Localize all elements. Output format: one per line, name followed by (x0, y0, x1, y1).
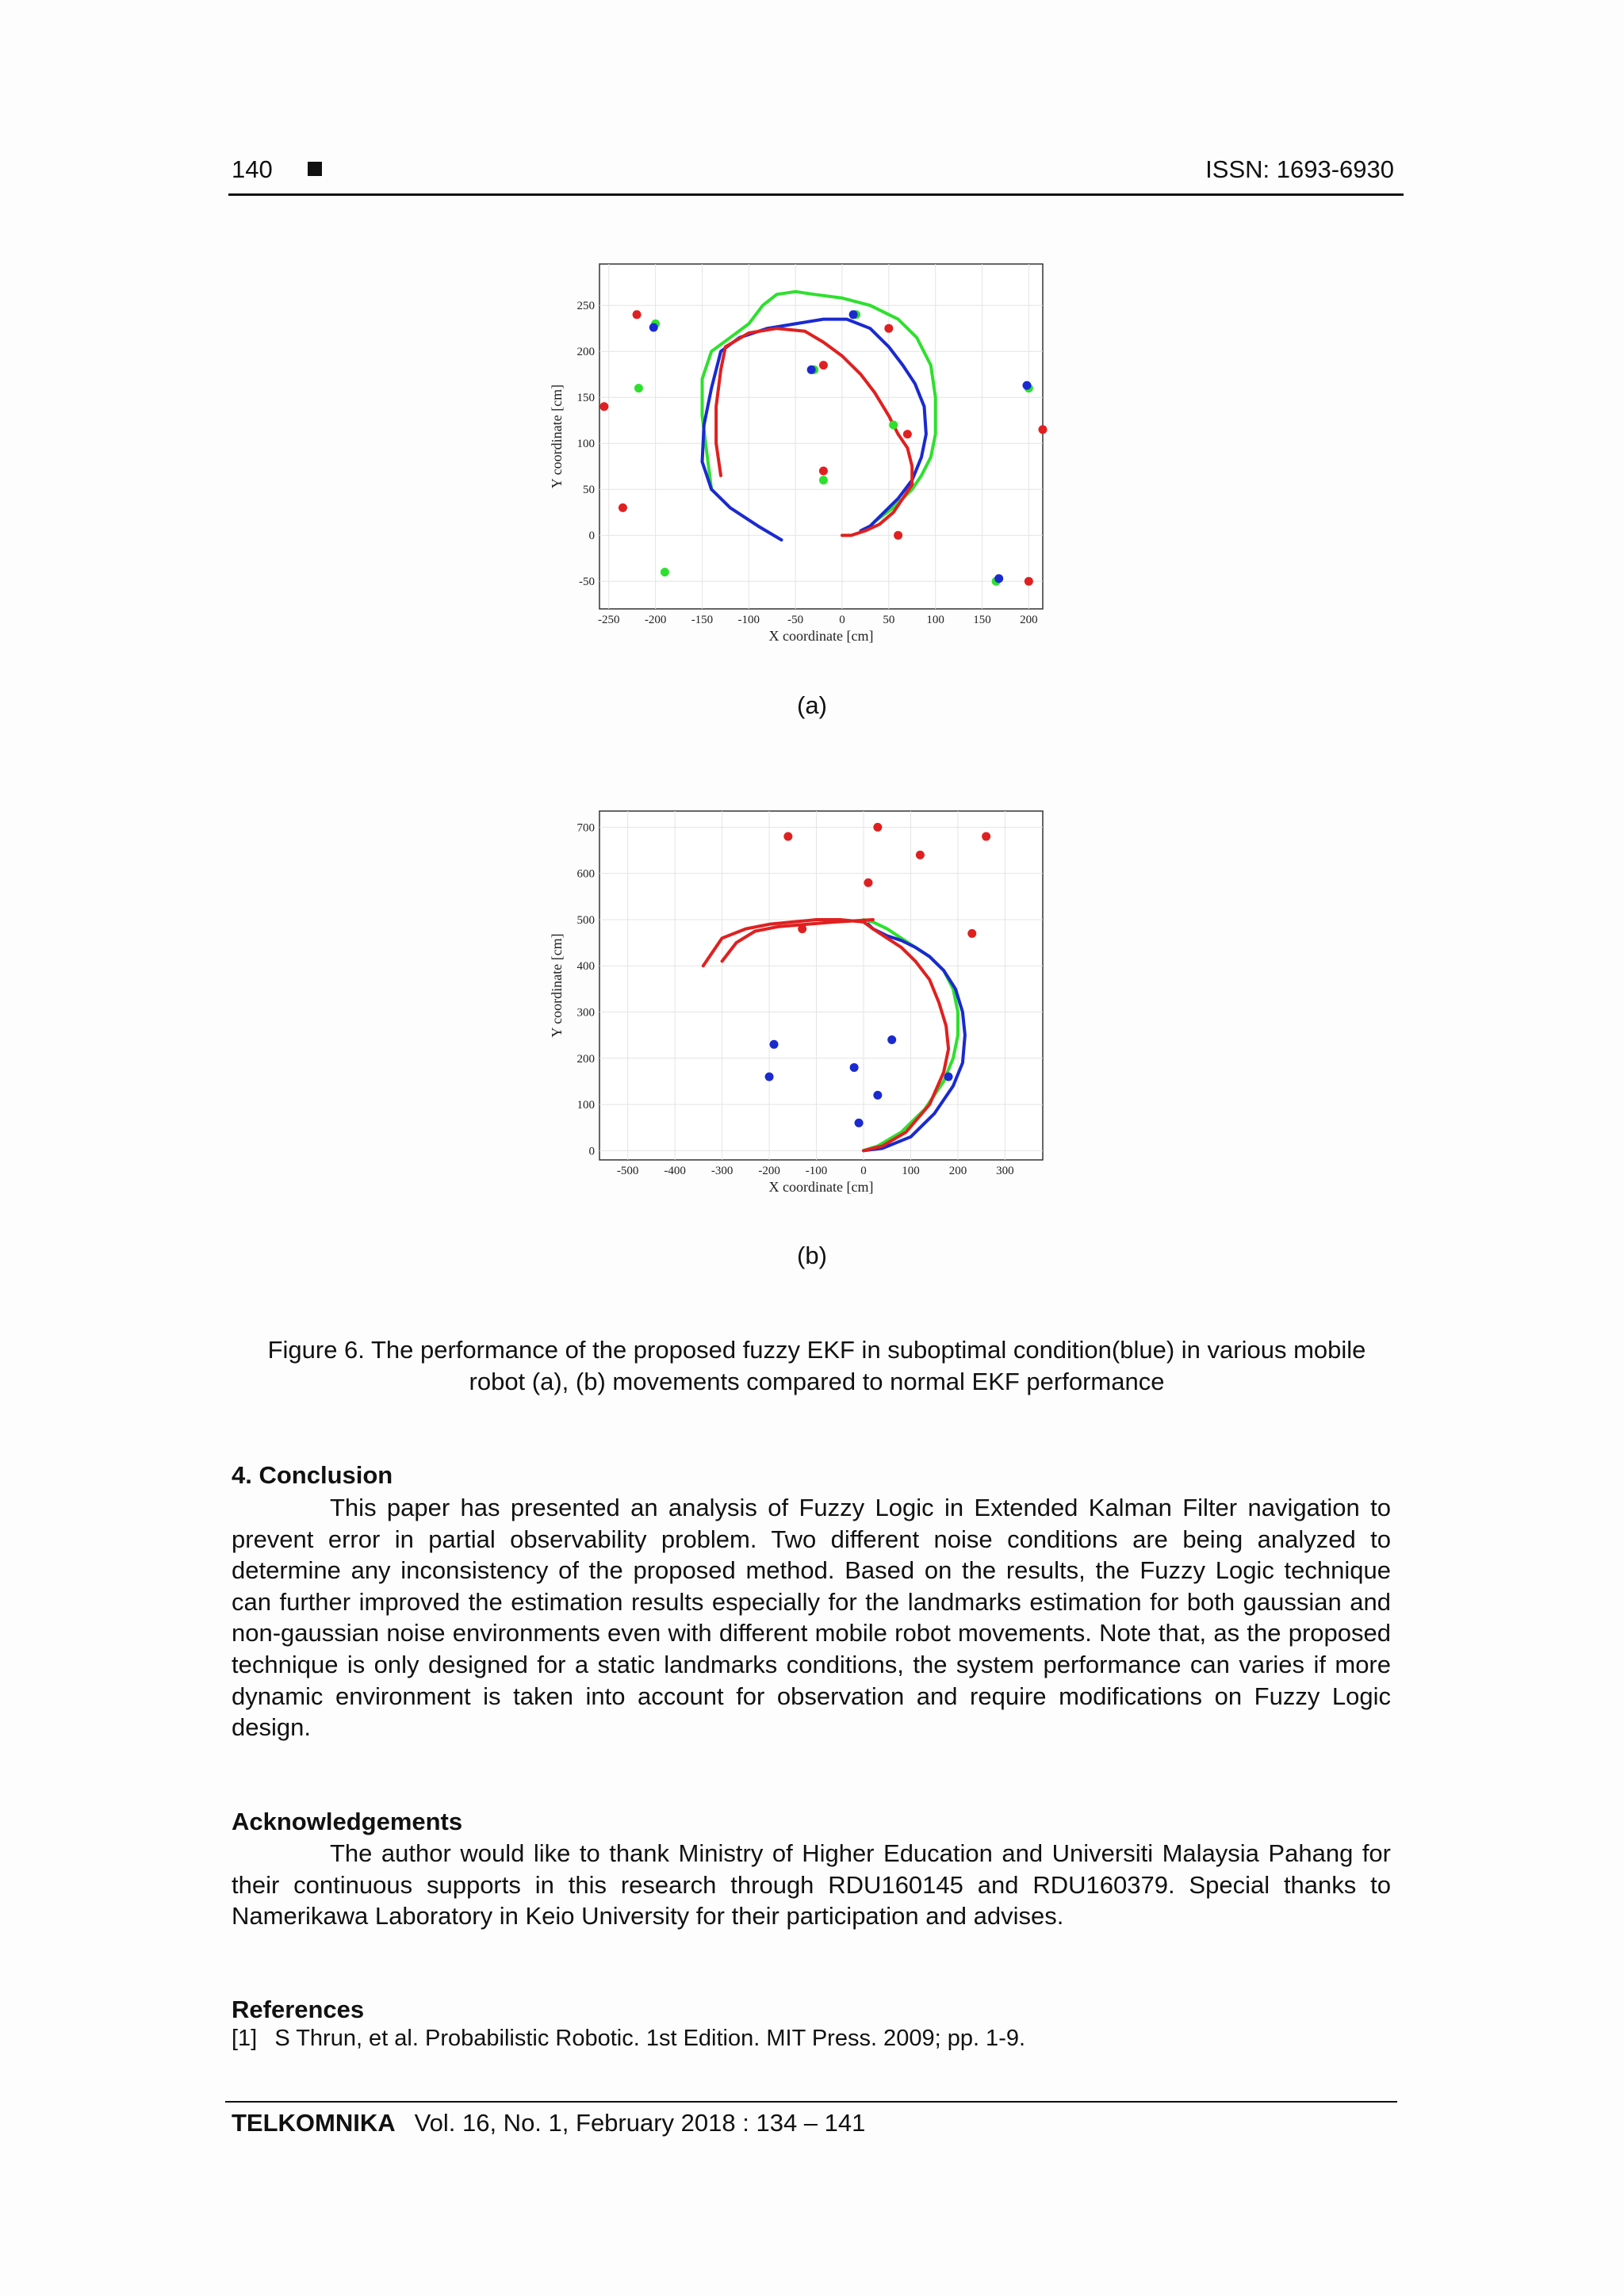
x-tick-label: 150 (973, 614, 991, 626)
landmark-point (1022, 381, 1031, 390)
x-tick-label: -50 (787, 614, 804, 626)
x-tick-label: 200 (948, 1165, 967, 1177)
y-tick-label: 400 (576, 960, 595, 974)
x-tick-label: -200 (644, 614, 667, 626)
y-tick-label: 250 (576, 300, 595, 313)
references-heading: References (232, 1996, 365, 2023)
figure-caption: Figure 6. The performance of the proposed fuzzy EKF in suboptimal condition(blue) in various mobile robot (a), (b) movements compared to normal EKF performance (267, 1336, 1366, 1395)
landmark-point (944, 1073, 953, 1081)
landmark-point (884, 324, 893, 333)
landmark-point (967, 929, 976, 938)
x-tick-label: 100 (926, 614, 944, 626)
x-tick-label: 200 (1020, 614, 1038, 626)
landmark-point (819, 467, 828, 476)
plot-area (599, 264, 1043, 609)
landmark-point (798, 924, 806, 933)
x-tick-label: -100 (805, 1165, 828, 1177)
header-rule (228, 193, 1404, 196)
y-tick-label: 50 (583, 484, 595, 497)
landmark-point (982, 832, 990, 841)
landmark-point (819, 361, 828, 369)
y-tick-label: 500 (576, 913, 595, 927)
y-tick-label: 600 (576, 867, 595, 881)
reference-number: [1] (232, 2026, 258, 2051)
chart-b (547, 805, 1055, 1205)
landmark-point (819, 476, 828, 484)
x-tick-label: 0 (839, 614, 845, 626)
figure-a-sublabel: (a) (797, 691, 827, 719)
landmark-point (770, 1040, 779, 1049)
x-tick-label: -500 (616, 1165, 639, 1177)
conclusion-text: This paper has presented an analysis of Fuzzy Logic in Extended Kalman Filter navigation to prevent error in partial observability problem. Two different noise conditions are being analyzed to determine any inconsistency of the proposed method. Based on the results, the Fuzzy Logic technique can further improved the estimation results especially for the landmarks estimation for both gaussian and non-gaussian noise environments even with different mobile robot movements. Note that, as the proposed technique is only designed for a static landmarks conditions, the system performance can varies if more dynamic environment is taken into account for observation and require modifications on Fuzzy Logic design. (232, 1494, 1391, 1742)
landmark-point (855, 1119, 864, 1127)
landmark-point (633, 310, 642, 319)
y-tick-label: 200 (576, 1052, 595, 1066)
landmark-point (850, 1063, 859, 1072)
journal-name: TELKOMNIKA (232, 2109, 396, 2137)
landmark-point (916, 851, 925, 859)
plot-area (599, 811, 1043, 1160)
reference-item (232, 2026, 1025, 2052)
x-axis-label: X coordinate [cm] (768, 1179, 874, 1195)
landmark-point (889, 421, 898, 430)
x-tick-label: -100 (737, 614, 760, 626)
landmark-point (807, 365, 816, 374)
x-tick-label: 300 (996, 1165, 1014, 1177)
x-tick-label: -250 (598, 614, 620, 626)
landmark-point (765, 1073, 774, 1081)
footer-rule (225, 2101, 1397, 2103)
x-tick-label: 0 (860, 1165, 867, 1177)
landmark-point (599, 402, 608, 411)
x-tick-label: -300 (710, 1165, 733, 1177)
conclusion-heading: 4. Conclusion (232, 1461, 393, 1489)
y-tick-label: 300 (576, 1006, 595, 1020)
figure-b-sublabel: (b) (797, 1242, 827, 1269)
x-tick-label: 100 (902, 1165, 920, 1177)
landmark-point (1039, 425, 1048, 434)
y-axis-label: Y coordinate [cm] (549, 933, 565, 1038)
landmark-point (849, 310, 858, 319)
reference-text: S Thrun, et al. Probabilistic Robotic. 1st Edition. MIT Press. 2009; pp. 1-9. (274, 2026, 1026, 2051)
chart-a (547, 258, 1055, 654)
landmark-point (661, 568, 669, 576)
y-axis-label: Y coordinate [cm] (549, 384, 565, 489)
landmark-point (994, 574, 1003, 583)
figure-b (547, 805, 1055, 1205)
acknowledgements-text: The author would like to thank Ministry of Higher Education and Universiti Malaysia Pahang for their continuous supports in this research through RDU160145 and RDU160379. Special thanks to Namerikawa Laboratory in Keio University for their participation and advises. (232, 1839, 1391, 1931)
landmark-point (649, 323, 658, 332)
x-tick-label: -200 (758, 1165, 780, 1177)
y-tick-label: 100 (576, 438, 595, 451)
acknowledgements-heading: Acknowledgements (232, 1808, 463, 1835)
landmark-point (894, 531, 902, 540)
y-tick-label: -50 (579, 576, 595, 589)
landmark-point (903, 430, 912, 438)
landmark-point (634, 384, 643, 392)
footer (232, 2109, 865, 2137)
landmark-point (864, 878, 872, 887)
landmark-point (873, 823, 882, 832)
y-tick-label: 200 (576, 346, 595, 359)
landmark-point (873, 1091, 882, 1100)
issn: ISSN: 1693-6930 (1205, 155, 1394, 183)
figure-a (547, 258, 1055, 654)
y-tick-label: 0 (588, 1145, 595, 1158)
x-tick-label: 50 (883, 614, 895, 626)
y-tick-label: 700 (576, 821, 595, 835)
x-tick-label: -400 (664, 1165, 686, 1177)
page-number: 140 (232, 155, 273, 183)
journal-info: Vol. 16, No. 1, February 2018 : 134 – 141 (414, 2109, 866, 2137)
y-tick-label: 0 (588, 530, 595, 543)
y-tick-label: 100 (576, 1099, 595, 1112)
landmark-point (783, 832, 792, 841)
y-tick-label: 150 (576, 392, 595, 405)
x-axis-label: X coordinate [cm] (768, 628, 874, 644)
landmark-point (1025, 577, 1033, 586)
landmark-point (887, 1035, 896, 1044)
landmark-point (619, 503, 627, 512)
square-bullet-icon (308, 162, 322, 176)
x-tick-label: -150 (691, 614, 714, 626)
